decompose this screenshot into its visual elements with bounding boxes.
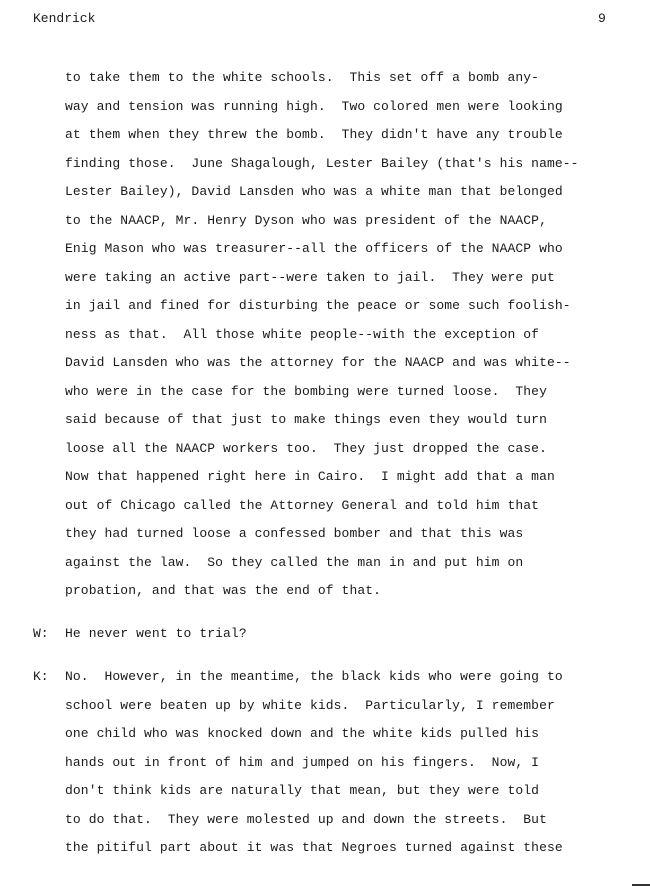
text-line: way and tension was running high. Two colored men were looking [65,99,563,114]
text-line: Now that happened right here in Cairo. I might add that a man [65,469,555,484]
header-interviewee-name: Kendrick [33,11,96,26]
text-line: one child who was knocked down and the white kids pulled his [65,726,540,741]
speaker-label-k: K: [33,669,49,684]
text-line: don't think kids are naturally that mean, but they were told [65,783,540,798]
text-line: out of Chicago called the Attorney General and told him that [65,498,540,513]
text-line: against the law. So they called the man in and put him on [65,555,524,570]
text-line: Enig Mason who was treasurer--all the officers of the NAACP who [65,241,563,256]
text-line: the pitiful part about it was that Negroes turned against these [65,840,563,855]
text-line: said because of that just to make things even they would turn [65,412,547,427]
text-line: loose all the NAACP workers too. They just dropped the case. [65,441,547,456]
speaker-label-w: W: [33,626,49,641]
header-page-number: 9 [598,11,606,26]
text-line: to take them to the white schools. This set off a bomb any- [65,70,540,85]
text-line: No. However, in the meantime, the black kids who were going to [65,669,563,684]
text-line: they had turned loose a confessed bomber and that this was [65,526,524,541]
text-line: ness as that. All those white people--with the exception of [65,327,540,342]
text-line: Lester Bailey), David Lansden who was a white man that belonged [65,184,563,199]
text-line: school were beaten up by white kids. Particularly, I remember [65,698,555,713]
text-line: David Lansden who was the attorney for the NAACP and was white-- [65,355,571,370]
text-line: finding those. June Shagalough, Lester Bailey (that's his name-- [65,156,579,171]
text-line: who were in the case for the bombing were turned loose. They [65,384,547,399]
text-line: were taking an active part--were taken to jail. They were put [65,270,555,285]
text-line: to the NAACP, Mr. Henry Dyson who was president of the NAACP, [65,213,547,228]
text-line: in jail and fined for disturbing the peace or some such foolish- [65,298,571,313]
text-line: probation, and that was the end of that. [65,583,382,598]
text-line: hands out in front of him and jumped on his fingers. Now, I [65,755,540,770]
scan-edge-mark [632,884,650,886]
text-line: He never went to trial? [65,626,247,641]
text-line: at them when they threw the bomb. They didn't have any trouble [65,127,563,142]
text-line: to do that. They were molested up and down the streets. But [65,812,547,827]
